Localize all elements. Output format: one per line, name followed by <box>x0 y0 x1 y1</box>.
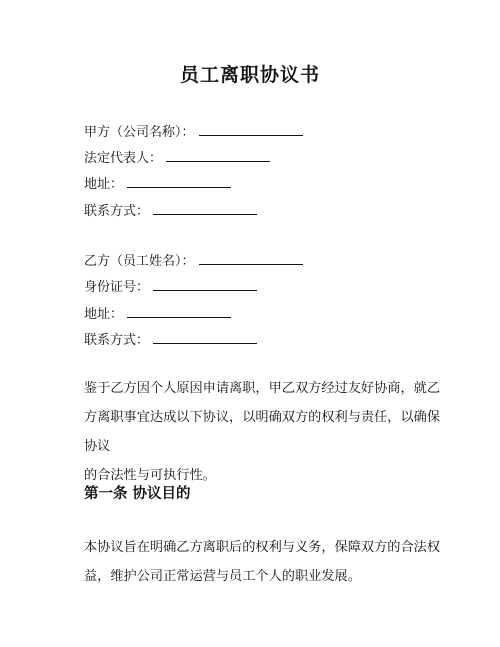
party-a-rep-label: 法定代表人： <box>84 151 163 166</box>
party-b-contact-field <box>84 329 257 347</box>
party-b-name-label: 乙方（员工姓名）： <box>84 254 195 269</box>
party-b-contact-blank[interactable] <box>153 329 257 344</box>
document-title: 员工离职协议书 <box>179 64 320 86</box>
party-a-address-label: 地址： <box>84 177 124 192</box>
intro-line-1: 鉴于乙方因个人原因申请离职，甲乙双方经过友好协商，就乙 <box>84 381 441 396</box>
party-b-address-blank[interactable] <box>127 303 231 318</box>
party-a-name-field <box>84 121 303 139</box>
party-b-name-blank[interactable] <box>199 250 303 265</box>
party-a-address-field <box>84 173 231 191</box>
party-b-address-field <box>84 303 231 321</box>
party-a-rep-field <box>84 147 270 165</box>
intro-line-3: 的合法性与可执行性。 <box>84 468 216 483</box>
party-a-name-blank[interactable] <box>199 121 303 136</box>
party-a-address-blank[interactable] <box>127 173 231 188</box>
party-a-contact-field <box>84 200 257 218</box>
section-1-line-1: 本协议旨在明确乙方离职后的权利与义务，保障双方的合法权 <box>84 540 441 555</box>
party-a-contact-label: 联系方式： <box>84 204 150 219</box>
party-a-rep-blank[interactable] <box>166 147 270 162</box>
party-b-id-field <box>84 276 257 294</box>
party-b-id-blank[interactable] <box>153 276 257 291</box>
section-1-paragraph <box>84 533 444 591</box>
party-a-contact-blank[interactable] <box>153 200 257 215</box>
intro-paragraph <box>84 374 444 490</box>
party-a-name-label: 甲方（公司名称）： <box>84 125 195 140</box>
party-b-id-label: 身份证号： <box>84 280 150 295</box>
section-1-title: 第一条 协议目的 <box>84 486 191 502</box>
party-b-address-label: 地址： <box>84 307 124 322</box>
intro-line-2: 方离职事宜达成以下协议，以明确双方的权利与责任，以确保协议 <box>84 410 441 454</box>
section-1-line-2: 益，维护公司正常运营与员工个人的职业发展。 <box>84 569 361 584</box>
party-b-contact-label: 联系方式： <box>84 333 150 348</box>
party-b-name-field <box>84 250 303 268</box>
